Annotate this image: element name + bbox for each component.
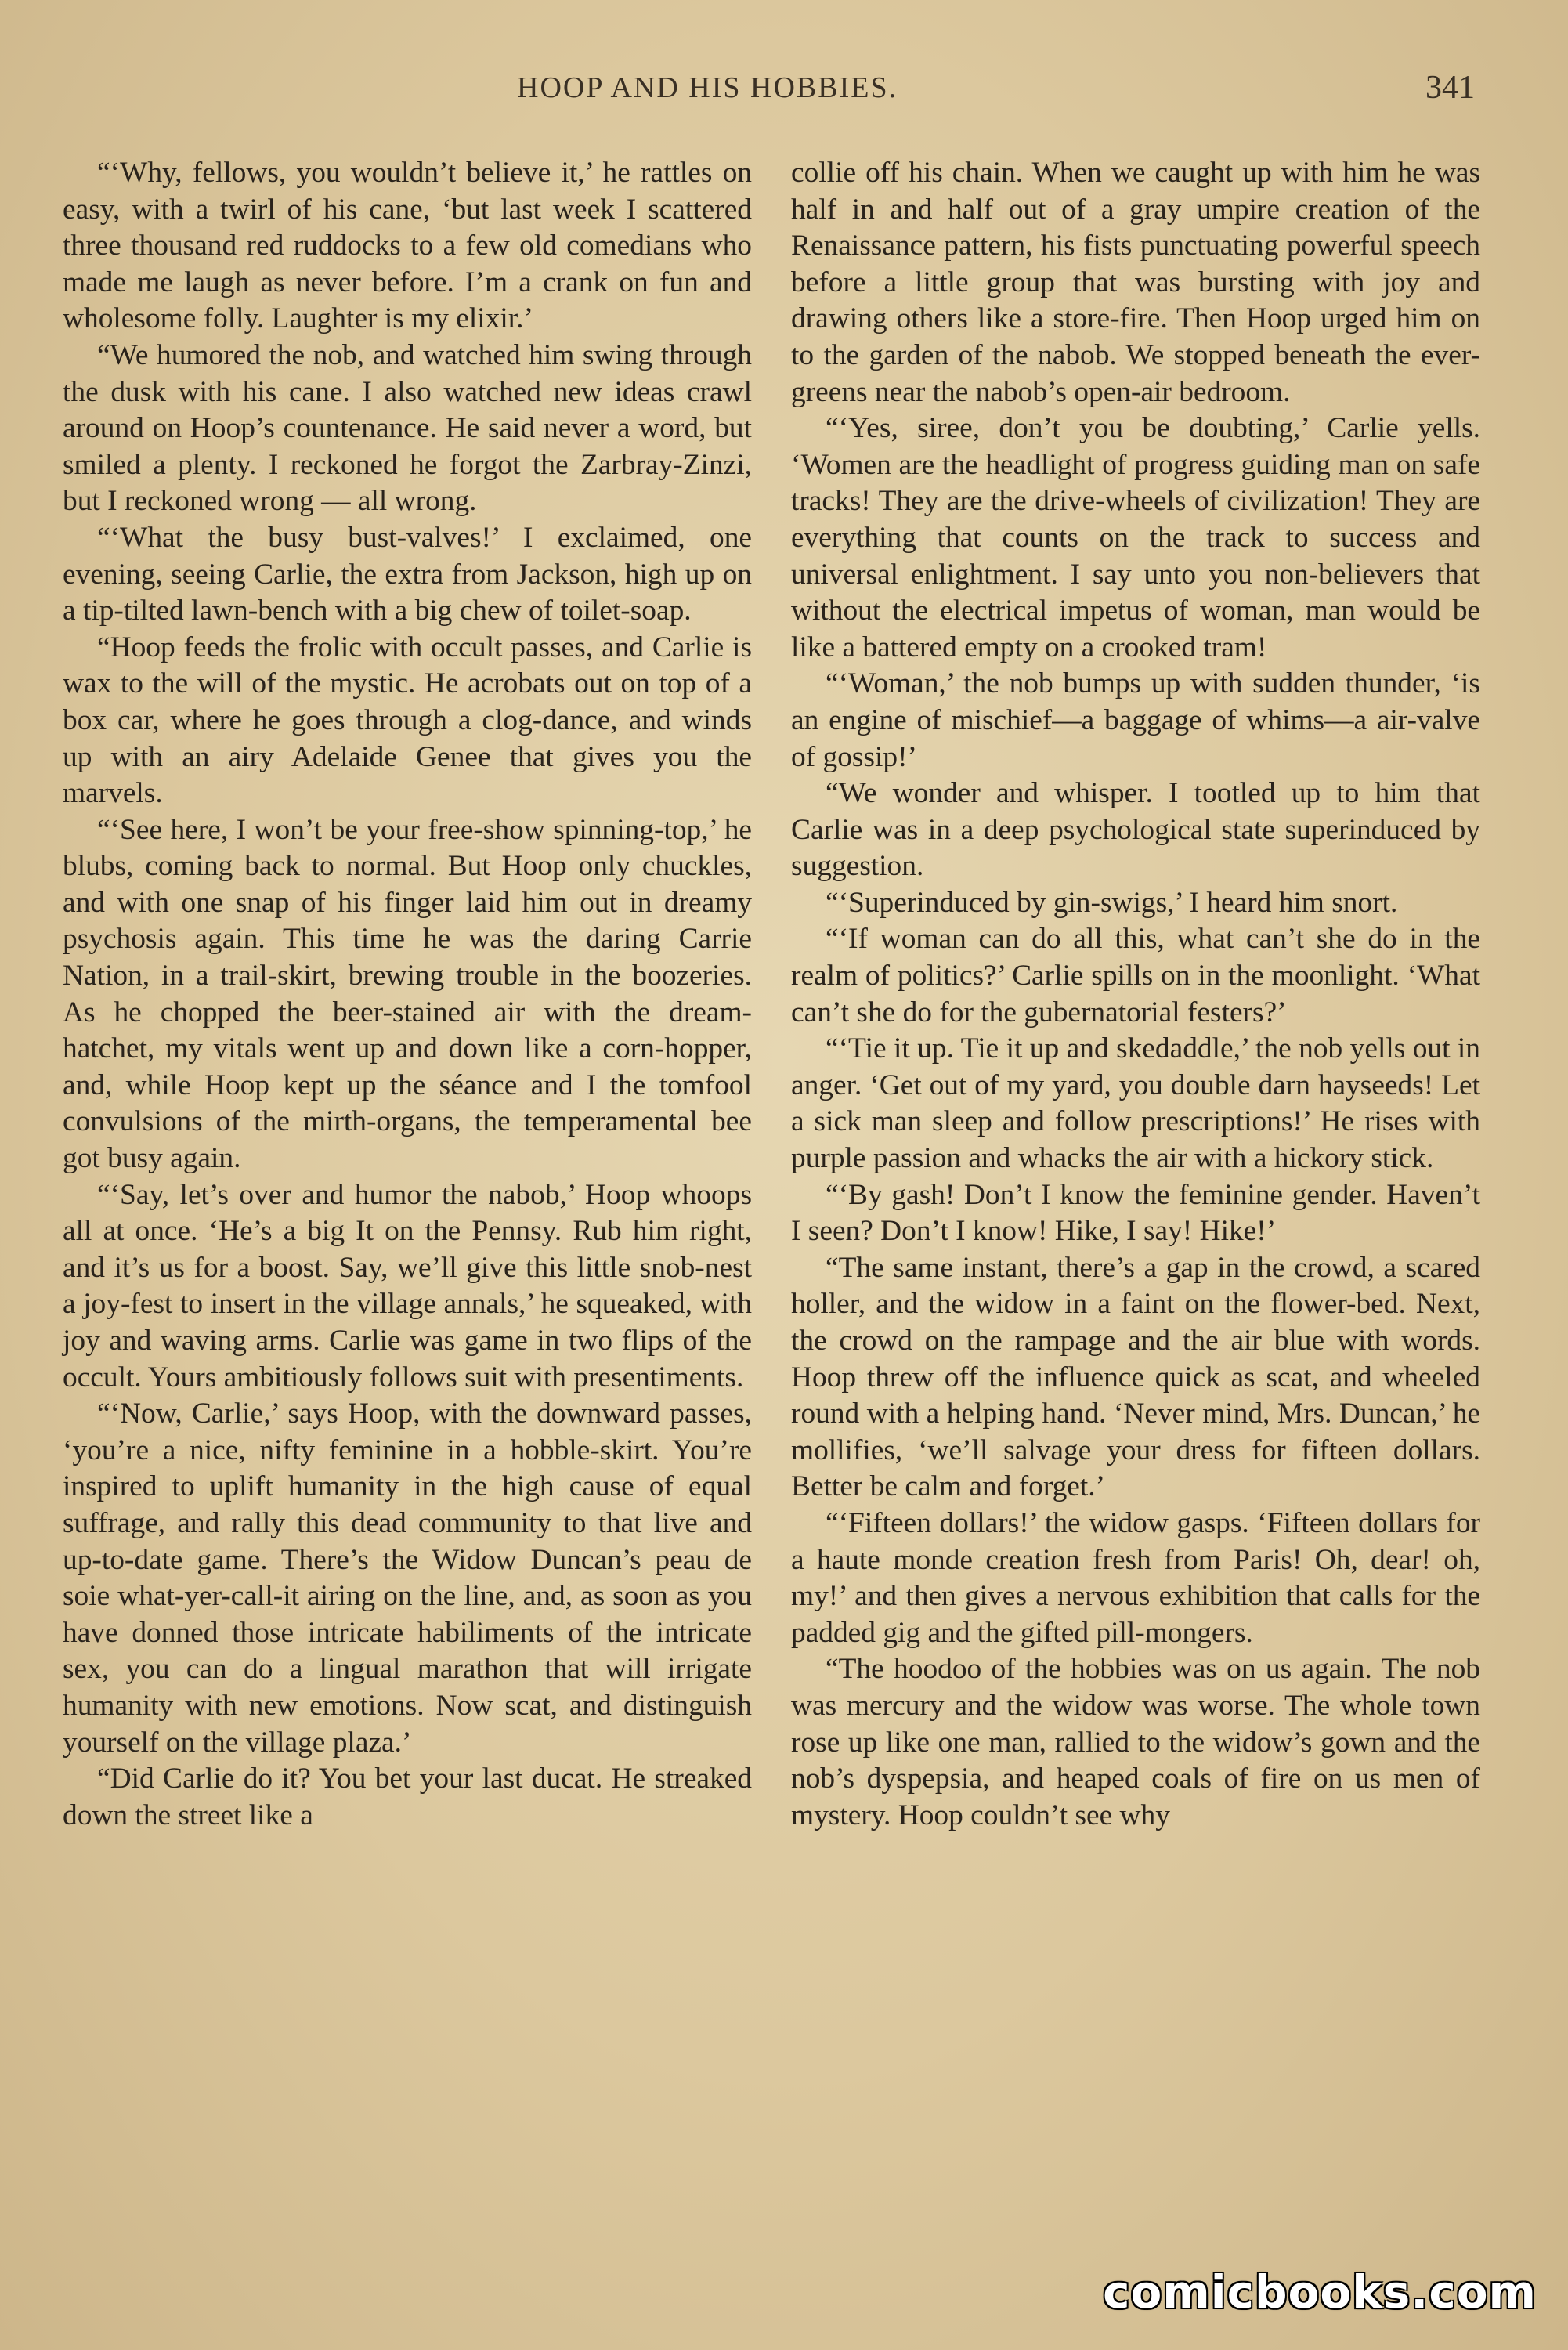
paragraph: “Hoop feeds the frolic with occult passes, and Carlie is wax to the will of the mystic. He acrobats out on top of a box car, where he goes through a clog-dance, and winds up with an airy Adelaide Genee that gives you the marvels.	[63, 631, 752, 810]
page-number: 341	[1425, 70, 1475, 106]
paragraph: “‘Tie it up. Tie it up and skedaddle,’ the nob yells out in anger. ‘Get out of my yard, you double darn hayseeds! Let a sick man sleep and follow prescriptions!’ He rises with purple passion and whacks the air with a hickory stick.	[791, 1032, 1480, 1175]
paragraph: “‘Say, let’s over and humor the nabob,’ Hoop whoops all at once. ‘He’s a big It on the Pennsy. Rub him right, and it’s us for a boost. Say, we’ll give this little snob-nest a joy-fest to insert in the village annals,’ he squeaked, with joy and waving arms. Carlie was game in two flips of the occult. Yours ambitiously follows suit with presentiments.	[63, 1178, 752, 1394]
paragraph: “The same instant, there’s a gap in the crowd, a scared holler, and the widow in a faint on the flower-bed. Next, the crowd on the rampage and the air blue with words. Hoop threw off the influence quick as scat, and wheeled round with a helping hand. ‘Never mind, Mrs. Duncan,’ he mollifies, ‘we’ll salvage your dress for fifteen dollars. Better be calm and forget.’	[791, 1251, 1480, 1503]
paragraph: “‘Now, Carlie,’ says Hoop, with the downward passes, ‘you’re a nice, nifty feminine in a hobble-skirt. You’re inspired to uplift humanity in the high cause of equal suffrage, and rally this dead community to that live and up-to-date game. There’s the Widow Duncan’s peau de soie what-yer-call-it airing on the line, and, as soon as you have donned those intricate habiliments of the intricate sex, you can do a lingual marathon that will irrigate humanity with new emotions. Now scat, and distinguish yourself on the village plaza.’	[63, 1397, 752, 1759]
paragraph: “‘Yes, siree, don’t you be doubting,’ Carlie yells. ‘Women are the headlight of progress guiding man on safe tracks! They are the drive-wheels of civilization! They are everything that counts on the track to success and universal enlightment. I say unto you non-believers that without the electrical impetus of woman, man would be like a battered empty on a crooked tram!	[791, 412, 1480, 663]
paragraph: “We wonder and whisper. I tootled up to him that Carlie was in a deep psychological state superinduced by suggestion.	[791, 777, 1480, 883]
paragraph: “‘Fifteen dollars!’ the widow gasps. ‘Fifteen dollars for a haute monde creation fresh from Paris! Oh, dear! oh, my!’ and then gives a nervous exhibition that calls for the padded gig and the gifted pill-mongers.	[791, 1506, 1480, 1649]
paragraph: “‘See here, I won’t be your free-show spinning-top,’ he blubs, coming back to normal. But Hoop only chuckles, and with one snap of his finger laid him out in dreamy psychosis again. This time he was the daring Carrie Nation, in a trail-skirt, brewing trouble in the boozeries. As he chopped the beer-stained air with the dream-hatchet, my vitals went up and down like a corn-hopper, and, while Hoop kept up the séance and I the tomfool convulsions of the mirth-organs, the temperamental bee got busy again.	[63, 813, 752, 1175]
paragraph: “‘Why, fellows, you wouldn’t believe it,’ he rattles on easy, with a twirl of his cane, ‘but last week I scattered three thousand red ruddocks to a few old comedians who made me laugh as never before. I’m a crank on fun and wholesome folly. Laughter is my elixir.’	[63, 157, 752, 335]
running-title: HOOP AND HIS HOBBIES.	[517, 71, 898, 104]
paragraph: “‘By gash! Don’t I know the feminine gender. Haven’t I seen? Don’t I know! Hike, I say! Hike!’	[791, 1178, 1480, 1248]
paragraph: “The hoodoo of the hobbies was on us again. The nob was mercury and the widow was worse. The whole town rose up like one man, rallied to the widow’s gown and the nob’s dyspepsia, and heaped coals of fire on us men of mystery. Hoop couldn’t see why	[791, 1653, 1480, 1831]
watermark: comicbooks.com	[1103, 2265, 1537, 2319]
right-column	[791, 155, 1480, 1834]
paragraph: “We humored the nob, and watched him swing through the dusk with his cane. I also watched new ideas crawl around on Hoop’s countenance. He said never a word, but smiled a plenty. I reckoned he forgot the Zarbray-Zinzi, but I reckoned wrong — all wrong.	[63, 338, 752, 518]
paragraph: “‘Woman,’ the nob bumps up with sudden thunder, ‘is an engine of mischief—a baggage of whims—a air-valve of gossip!’	[791, 667, 1480, 773]
paragraph: “‘What the busy bust-valves!’ I exclaimed, one evening, seeing Carlie, the extra from Jackson, high up on a tip-tilted lawn-bench with a big chew of toilet-soap.	[63, 521, 752, 627]
paragraph: “‘Superinduced by gin-swigs,’ I heard him snort.	[826, 886, 1398, 919]
left-column	[63, 155, 752, 1834]
running-head	[0, 70, 1568, 118]
paragraph: “‘If woman can do all this, what can’t she do in the realm of politics?’ Carlie spills on in the moonlight. ‘What can’t she do for the gubernatorial festers?’	[791, 923, 1480, 1029]
paragraph: collie off his chain. When we caught up with him he was half in and half out of a gray umpire creation of the Renaissance pattern, his fists punctuating powerful speech before a little group that was bursting with joy and drawing others like a store-fire. Then Hoop urged him on to the garden of the nabob. We stopped beneath the ever-greens near the nabob’s open-air bedroom.	[791, 157, 1480, 408]
paragraph: “Did Carlie do it? You bet your last ducat. He streaked down the street like a	[63, 1762, 752, 1831]
